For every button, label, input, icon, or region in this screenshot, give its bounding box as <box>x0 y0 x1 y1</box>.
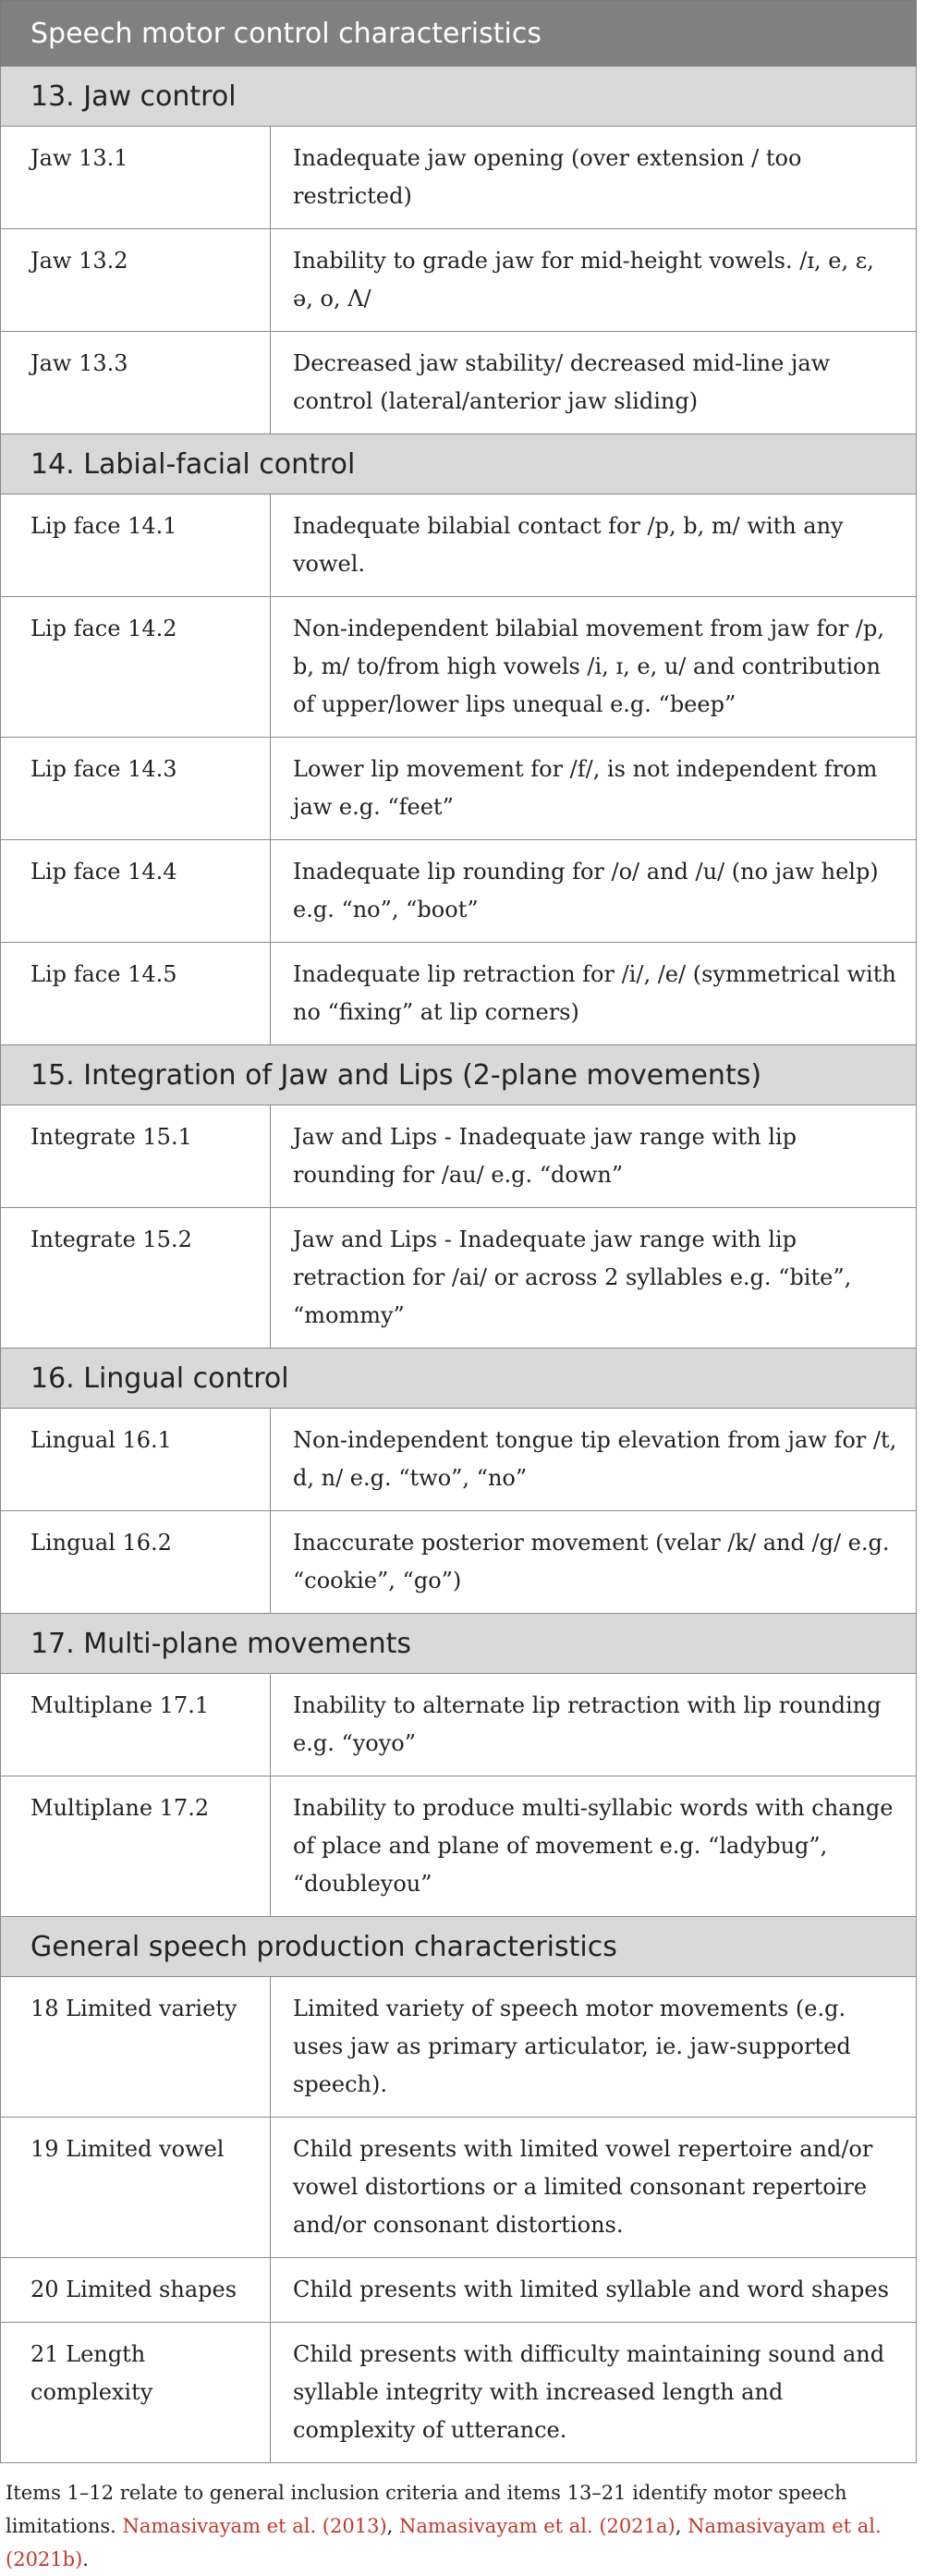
item-description: Non-independent tongue tip elevation from jaw for /t, d, n/ e.g. “two”, “no” <box>271 1409 917 1511</box>
table-row <box>1 2323 917 2463</box>
reference-link[interactable]: Namasivayam et al. (2013) <box>122 2515 387 2537</box>
item-label: 21 Length complexity <box>1 2323 271 2463</box>
section-header-row <box>1 434 917 494</box>
table-title-row <box>1 1 917 67</box>
section-heading: General speech production characteristics <box>1 1917 917 1977</box>
section-header-row <box>1 1614 917 1674</box>
table-row <box>1 840 917 943</box>
item-label: Lip face 14.2 <box>1 597 271 738</box>
table-row <box>1 943 917 1045</box>
item-label: Lip face 14.1 <box>1 494 271 597</box>
item-description: Inadequate lip retraction for /i/, /e/ (symmetrical with no “fixing” at lip corners) <box>271 943 917 1045</box>
table-row <box>1 597 917 738</box>
item-description: Lower lip movement for /f/, is not independent from jaw e.g. “feet” <box>271 738 917 840</box>
table-row <box>1 1105 917 1208</box>
section-heading: 13. Jaw control <box>1 67 917 127</box>
item-description: Jaw and Lips - Inadequate jaw range with lip retraction for /ai/ or across 2 syllables e.g. “bite”, “mommy” <box>271 1208 917 1349</box>
item-description: Jaw and Lips - Inadequate jaw range with lip rounding for /au/ e.g. “down” <box>271 1105 917 1208</box>
item-label: 19 Limited vowel <box>1 2118 271 2258</box>
section-heading: 15. Integration of Jaw and Lips (2-plane movements) <box>1 1045 917 1105</box>
item-label: Integrate 15.1 <box>1 1105 271 1208</box>
table-body <box>1 1 917 2463</box>
table-row <box>1 1409 917 1511</box>
item-description: Decreased jaw stability/ decreased mid-line jaw control (lateral/anterior jaw sliding) <box>271 332 917 434</box>
table-row <box>1 1511 917 1614</box>
item-description: Child presents with limited vowel repertoire and/or vowel distortions or a limited consonant repertoire and/or consonant distortions. <box>271 2118 917 2258</box>
item-label: Integrate 15.2 <box>1 1208 271 1349</box>
table-row <box>1 1977 917 2118</box>
item-description: Child presents with difficulty maintaining sound and syllable integrity with increased length and complexity of utterance. <box>271 2323 917 2463</box>
footnote-text: Items 1–12 relate to general inclusion criteria and items 13–21 identify motor speech limitations. <box>6 2482 847 2537</box>
item-label: Jaw 13.1 <box>1 127 271 229</box>
item-label: 20 Limited shapes <box>1 2258 271 2323</box>
item-label: Multiplane 17.2 <box>1 1776 271 1917</box>
item-description: Inadequate bilabial contact for /p, b, m/ with any vowel. <box>271 494 917 597</box>
section-heading: 14. Labial-facial control <box>1 434 917 494</box>
item-label: Lip face 14.5 <box>1 943 271 1045</box>
item-label: Multiplane 17.1 <box>1 1674 271 1776</box>
table-row <box>1 127 917 229</box>
section-heading: 17. Multi-plane movements <box>1 1614 917 1674</box>
item-description: Limited variety of speech motor movements (e.g. uses jaw as primary articulator, ie. jaw-supported speech). <box>271 1977 917 2118</box>
item-description: Inability to grade jaw for mid-height vowels. /ɪ, e, ɛ, ə, o, Λ/ <box>271 229 917 332</box>
table-title: Speech motor control characteristics <box>1 1 917 67</box>
table-row <box>1 229 917 332</box>
table-footnote: Items 1–12 relate to general inclusion criteria and items 13–21 identify motor speech limitations. Namasivayam et al. (2013), Namasivayam et al. (2021a), Namasivayam et al. (2021b). <box>6 2482 882 2570</box>
item-description: Non-independent bilabial movement from jaw for /p, b, m/ to/from high vowels /i, ɪ, e, u/ and contribution of upper/lower lips unequal e.g. “beep” <box>271 597 917 738</box>
section-header-row <box>1 1917 917 1977</box>
item-description: Inadequate jaw opening (over extension / too restricted) <box>271 127 917 229</box>
section-header-row <box>1 67 917 127</box>
item-description: Inadequate lip rounding for /o/ and /u/ (no jaw help) e.g. “no”, “boot” <box>271 840 917 943</box>
table-row <box>1 494 917 597</box>
table-row <box>1 332 917 434</box>
table-row <box>1 2118 917 2258</box>
item-description: Inability to alternate lip retraction with lip rounding e.g. “yoyo” <box>271 1674 917 1776</box>
section-heading: 16. Lingual control <box>1 1349 917 1409</box>
table-row <box>1 1208 917 1349</box>
item-description: Inaccurate posterior movement (velar /k/ and /g/ e.g. “cookie”, “go”) <box>271 1511 917 1614</box>
item-label: Lip face 14.3 <box>1 738 271 840</box>
item-label: Jaw 13.2 <box>1 229 271 332</box>
item-label: Lingual 16.2 <box>1 1511 271 1614</box>
table-row <box>1 738 917 840</box>
reference-link[interactable]: Namasivayam et al. (2021a) <box>399 2515 675 2537</box>
item-label: Jaw 13.3 <box>1 332 271 434</box>
item-label: 18 Limited variety <box>1 1977 271 2118</box>
section-header-row <box>1 1045 917 1105</box>
reference-link[interactable]: Namasivayam et al. (2021b) <box>6 2515 882 2570</box>
item-label: Lip face 14.4 <box>1 840 271 943</box>
section-header-row <box>1 1349 917 1409</box>
table-row <box>1 2258 917 2323</box>
item-label: Lingual 16.1 <box>1 1409 271 1511</box>
item-description: Child presents with limited syllable and word shapes <box>271 2258 917 2323</box>
table-row <box>1 1776 917 1917</box>
item-description: Inability to produce multi-syllabic words with change of place and plane of movement e.g. “ladybug”, “doubleyou” <box>271 1776 917 1917</box>
table-row <box>1 1674 917 1776</box>
